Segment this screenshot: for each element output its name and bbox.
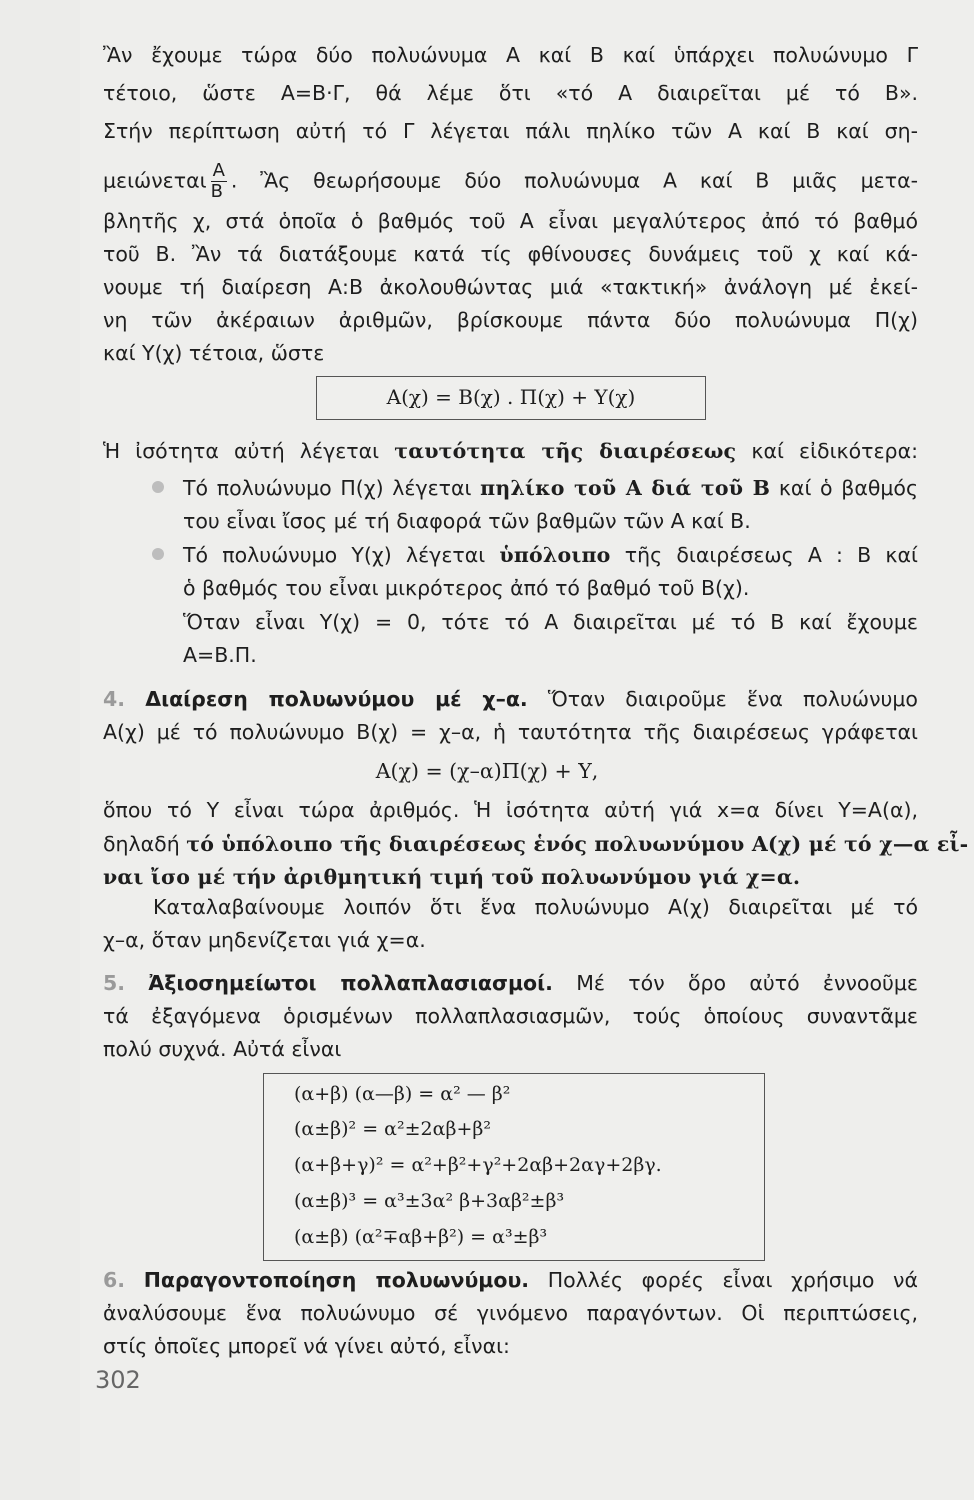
identity-line: (α+β+γ)² = α²+β²+γ²+2αβ+2αγ+2βγ. (294, 1154, 662, 1176)
text-line: χ–α, ὅταν μηδενίζεται γιά χ=α. (103, 928, 426, 952)
identity-line: (α±β)² = α²±2αβ+β² (294, 1118, 491, 1140)
text-line: του εἶναι ἴσος μέ τή διαφορά τῶν βαθμῶν τῶν Α καί Β. (183, 509, 751, 533)
bold-statement: τό ὑπόλοιπο τῆς διαιρέσεως ἑνός πολυωνύμου Α(χ) μέ τό χ—α εἶ- (186, 832, 969, 856)
text: μειώνεται (103, 168, 207, 193)
fraction-a-over-b (211, 162, 227, 201)
text-line: ὅπου τό Υ εἶναι τώρα ἀριθμός. Ἡ ἰσότητα αὐτή γιά x=α δίνει Υ=Α(α), (103, 798, 918, 822)
text-line: Στήν περίπτωση αὐτή τό Γ λέγεται πάλι πηλίκο τῶν Α καί Β καί ση- (103, 119, 918, 143)
text-line: βλητῆς χ, στά ὁποῖα ὁ βαθμός τοῦ Α εἶναι μεγαλύτερος ἀπό τό βαθμό (103, 209, 918, 233)
text: Ἡ ἰσότητα αὐτή λέγεται (103, 439, 380, 463)
identity-line: (α±β)³ = α³±3α² β+3αβ²±β³ (294, 1190, 565, 1212)
bullet-icon (152, 548, 164, 560)
text-line: Α(χ) μέ τό πολυώνυμο Β(χ) = χ–α, ἡ ταυτότητα τῆς διαιρέσεως γράφεται (103, 720, 918, 744)
text-line: Α=Β.Π. (183, 643, 257, 667)
identity-line: (α±β) (α²∓αβ+β²) = α³±β³ (294, 1226, 548, 1248)
text-line (103, 436, 918, 466)
text: Τό πολυώνυμο Π(χ) λέγεται (183, 476, 472, 500)
section-4-heading-line (103, 684, 918, 714)
section-number: 4. (103, 687, 126, 711)
identity-formula-box (316, 376, 706, 420)
text-line (103, 829, 969, 859)
fraction-numerator: Α (212, 160, 225, 181)
section-number: 5. (103, 971, 126, 995)
bold-term: ὑπόλοιπο (499, 543, 611, 567)
text: δηλαδή (103, 832, 180, 856)
bullet-icon (152, 481, 164, 493)
page-gutter (0, 0, 80, 1500)
text: Πολλές φορές εἶναι χρήσιμο νά (547, 1268, 918, 1292)
bold-statement: ναι ἴσο μέ τήν ἀριθμητική τιμή τοῦ πολυωνύμου γιά χ=α. (103, 865, 801, 889)
text-line-with-fraction (103, 162, 918, 201)
text-line: Καταλαβαίνουμε λοιπόν ὅτι ἕνα πολυώνυμο Α(χ) διαιρεῖται μέ τό (153, 895, 918, 919)
text-line: καί Υ(χ) τέτοια, ὥστε (103, 341, 325, 365)
text-line: ἀναλύσουμε ἕνα πολυώνυμο σέ γινόμενο παραγόντων. Οἱ περιπτώσεις, (103, 1301, 918, 1325)
text: . Ἂς θεωρήσουμε δύο πολυώνυμα Α καί Β μιᾶς μετα- (230, 168, 918, 193)
text: Μέ τόν ὅρο αὐτό ἐννοοῦμε (576, 971, 918, 995)
text-line: τά ἐξαγόμενα ὁρισμένων πολλαπλασιασμῶν, τούς ὁποίους συναντᾶμε (103, 1004, 918, 1028)
text: καί ὁ βαθμός (778, 476, 918, 500)
text-line: Ὅταν εἶναι Υ(χ) = 0, τότε τό Α διαιρεῖται μέ τό Β καί ἔχουμε (183, 610, 918, 634)
text-line (183, 540, 918, 570)
section-5-heading-line (103, 968, 918, 998)
text: Ὅταν διαιροῦμε ἕνα πολυώνυμο (547, 687, 918, 711)
section-6-heading-line (103, 1265, 918, 1295)
bold-term: πηλίκο τοῦ Α διά τοῦ Β (480, 476, 771, 500)
text-line (183, 473, 918, 503)
identity-formula: Α(χ) = Β(χ) . Π(χ) + Υ(χ) (386, 385, 636, 409)
text: τῆς διαιρέσεως Α : Β καί (624, 543, 918, 567)
text-line: πολύ συχνά. Αὐτά εἶναι (103, 1037, 342, 1061)
text-line: Ἂν ἔχουμε τώρα δύο πολυώνυμα Α καί Β καί ὑπάρχει πολυώνυμο Γ (103, 43, 918, 67)
text: Τό πολυώνυμο Υ(χ) λέγεται (183, 543, 486, 567)
section-title: Ἀξιοσημείωτοι πολλαπλασιασμοί. (148, 971, 553, 995)
section-number: 6. (103, 1268, 126, 1292)
section-title: Παραγοντοποίηση πολυωνύμου. (143, 1268, 530, 1292)
text-line: στίς ὁποῖες μπορεῖ νά γίνει αὐτό, εἶναι: (103, 1334, 510, 1358)
identities-box (263, 1073, 765, 1261)
text: καί εἰδικότερα: (751, 439, 918, 463)
formula: Α(χ) = (χ–α)Π(χ) + Υ, (375, 759, 599, 783)
fraction-denominator: Β (210, 181, 223, 202)
text-line: τοῦ Β. Ἂν τά διατάξουμε κατά τίς φθίνουσες δυνάμεις τοῦ χ καί κά- (103, 242, 918, 266)
text-line: νη τῶν ἀκέραιων ἀριθμῶν, βρίσκουμε πάντα δύο πολυώνυμα Π(χ) (103, 308, 918, 332)
bold-term: ταυτότητα τῆς διαιρέσεως (394, 439, 737, 463)
identity-line: (α+β) (α—β) = α² — β² (294, 1083, 511, 1105)
section-title: Διαίρεση πολυωνύμου μέ χ–α. (145, 687, 528, 711)
text-line: ὁ βαθμός του εἶναι μικρότερος ἀπό τό βαθμό τοῦ Β(χ). (183, 576, 750, 600)
text-line: τέτοιο, ὥστε Α=Β·Γ, θά λέμε ὅτι «τό Α διαιρεῖται μέ τό Β». (103, 81, 918, 105)
page-number: 302 (95, 1366, 141, 1394)
text-line: νουμε τή διαίρεση Α:Β ἀκολουθώντας μιά «τακτική» ἀνάλογη μέ ἐκεί- (103, 275, 918, 299)
